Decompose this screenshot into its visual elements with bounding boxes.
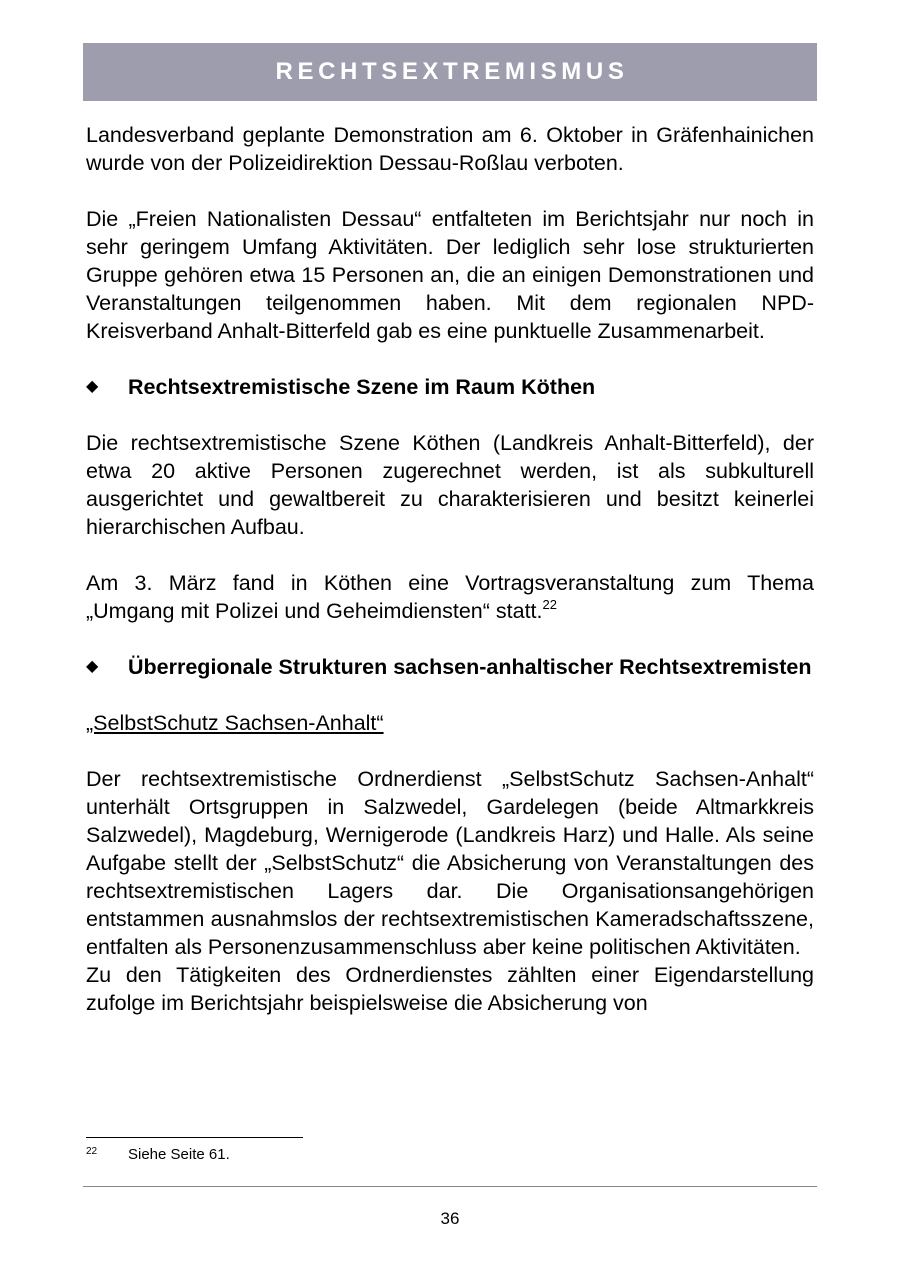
section-heading-text: Rechtsextremistische Szene im Raum Köthen [128,375,596,399]
page-body [86,121,814,1017]
paragraph-4-text: Am 3. März fand in Köthen eine Vortragsveranstaltung zum Thema „Umgang mit Polizei und Geheimdiensten“ statt. [86,571,814,623]
footnote-reference: 22 [542,597,557,612]
paragraph-2: Die „Freien Nationalisten Dessau“ entfalteten im Berichtsjahr nur noch in sehr geringem Umfang Aktivitäten. Der lediglich sehr lose strukturierten Gruppe gehören etwa 15 Personen an, die an einigen Demonstrationen und Veranstaltungen teilgenommen haben. Mit dem regionalen NPD-Kreisverband Anhalt-Bitterfeld gab es eine punktuelle Zusammenarbeit. [86,207,814,343]
footnote-text: Siehe Seite 61. [128,1146,230,1163]
diamond-bullet-icon: ◆ [86,658,99,675]
diamond-bullet-icon: ◆ [86,378,99,395]
subsection-heading: „SelbstSchutz Sachsen-Anhalt“ [86,711,384,735]
chapter-title: RECHTSEXTREMISMUS [275,58,629,85]
page-number: 36 [440,1209,460,1228]
paragraph-4 [86,569,814,625]
footnote-separator [86,1137,303,1138]
paragraph-3: Die rechtsextremistische Szene Köthen (Landkreis Anhalt-Bitterfeld), der etwa 20 aktive Personen zugerechnet werden, ist als subkulturell ausgerichtet und gewaltbereit zu charakterisieren und besitzt keinerlei hierarchischen Aufbau. [86,431,814,539]
section-heading-text: Überregionale Strukturen sachsen-anhaltischer Rechtsextremisten [128,655,812,679]
paragraph-6: Zu den Tätigkeiten des Ordnerdienstes zählten einer Eigendarstellung zufolge im Berichtsjahr beispielsweise die Absicherung von [86,963,814,1015]
paragraph-5: Der rechtsextremistische Ordnerdienst „SelbstSchutz Sachsen-Anhalt“ unterhält Ortsgruppen in Salzwedel, Gardelegen (beide Altmarkkreis Salzwedel), Magdeburg, Wernigerode (Landkreis Harz) und Halle. Als seine Aufgabe stellt der „SelbstSchutz“ die Absicherung von Veranstaltungen des rechtsextremistischen Lagers dar. Die Organisationsangehörigen entstammen ausnahmslos der rechtsextremistischen Kameradschaftsszene, entfalten als Personenzusammenschluss aber keine politischen Aktivitäten. [86,767,814,959]
paragraph-1: Landesverband geplante Demonstration am 6. Oktober in Gräfenhainichen wurde von der Polizeidirektion Dessau-Roßlau verboten. [86,123,814,175]
footnote [86,1145,586,1165]
section-heading-structures [86,653,814,681]
footnote-number: 22 [86,1146,98,1157]
section-heading-koethen [86,373,814,401]
footer-divider [83,1186,817,1187]
chapter-header-bar [83,43,817,101]
